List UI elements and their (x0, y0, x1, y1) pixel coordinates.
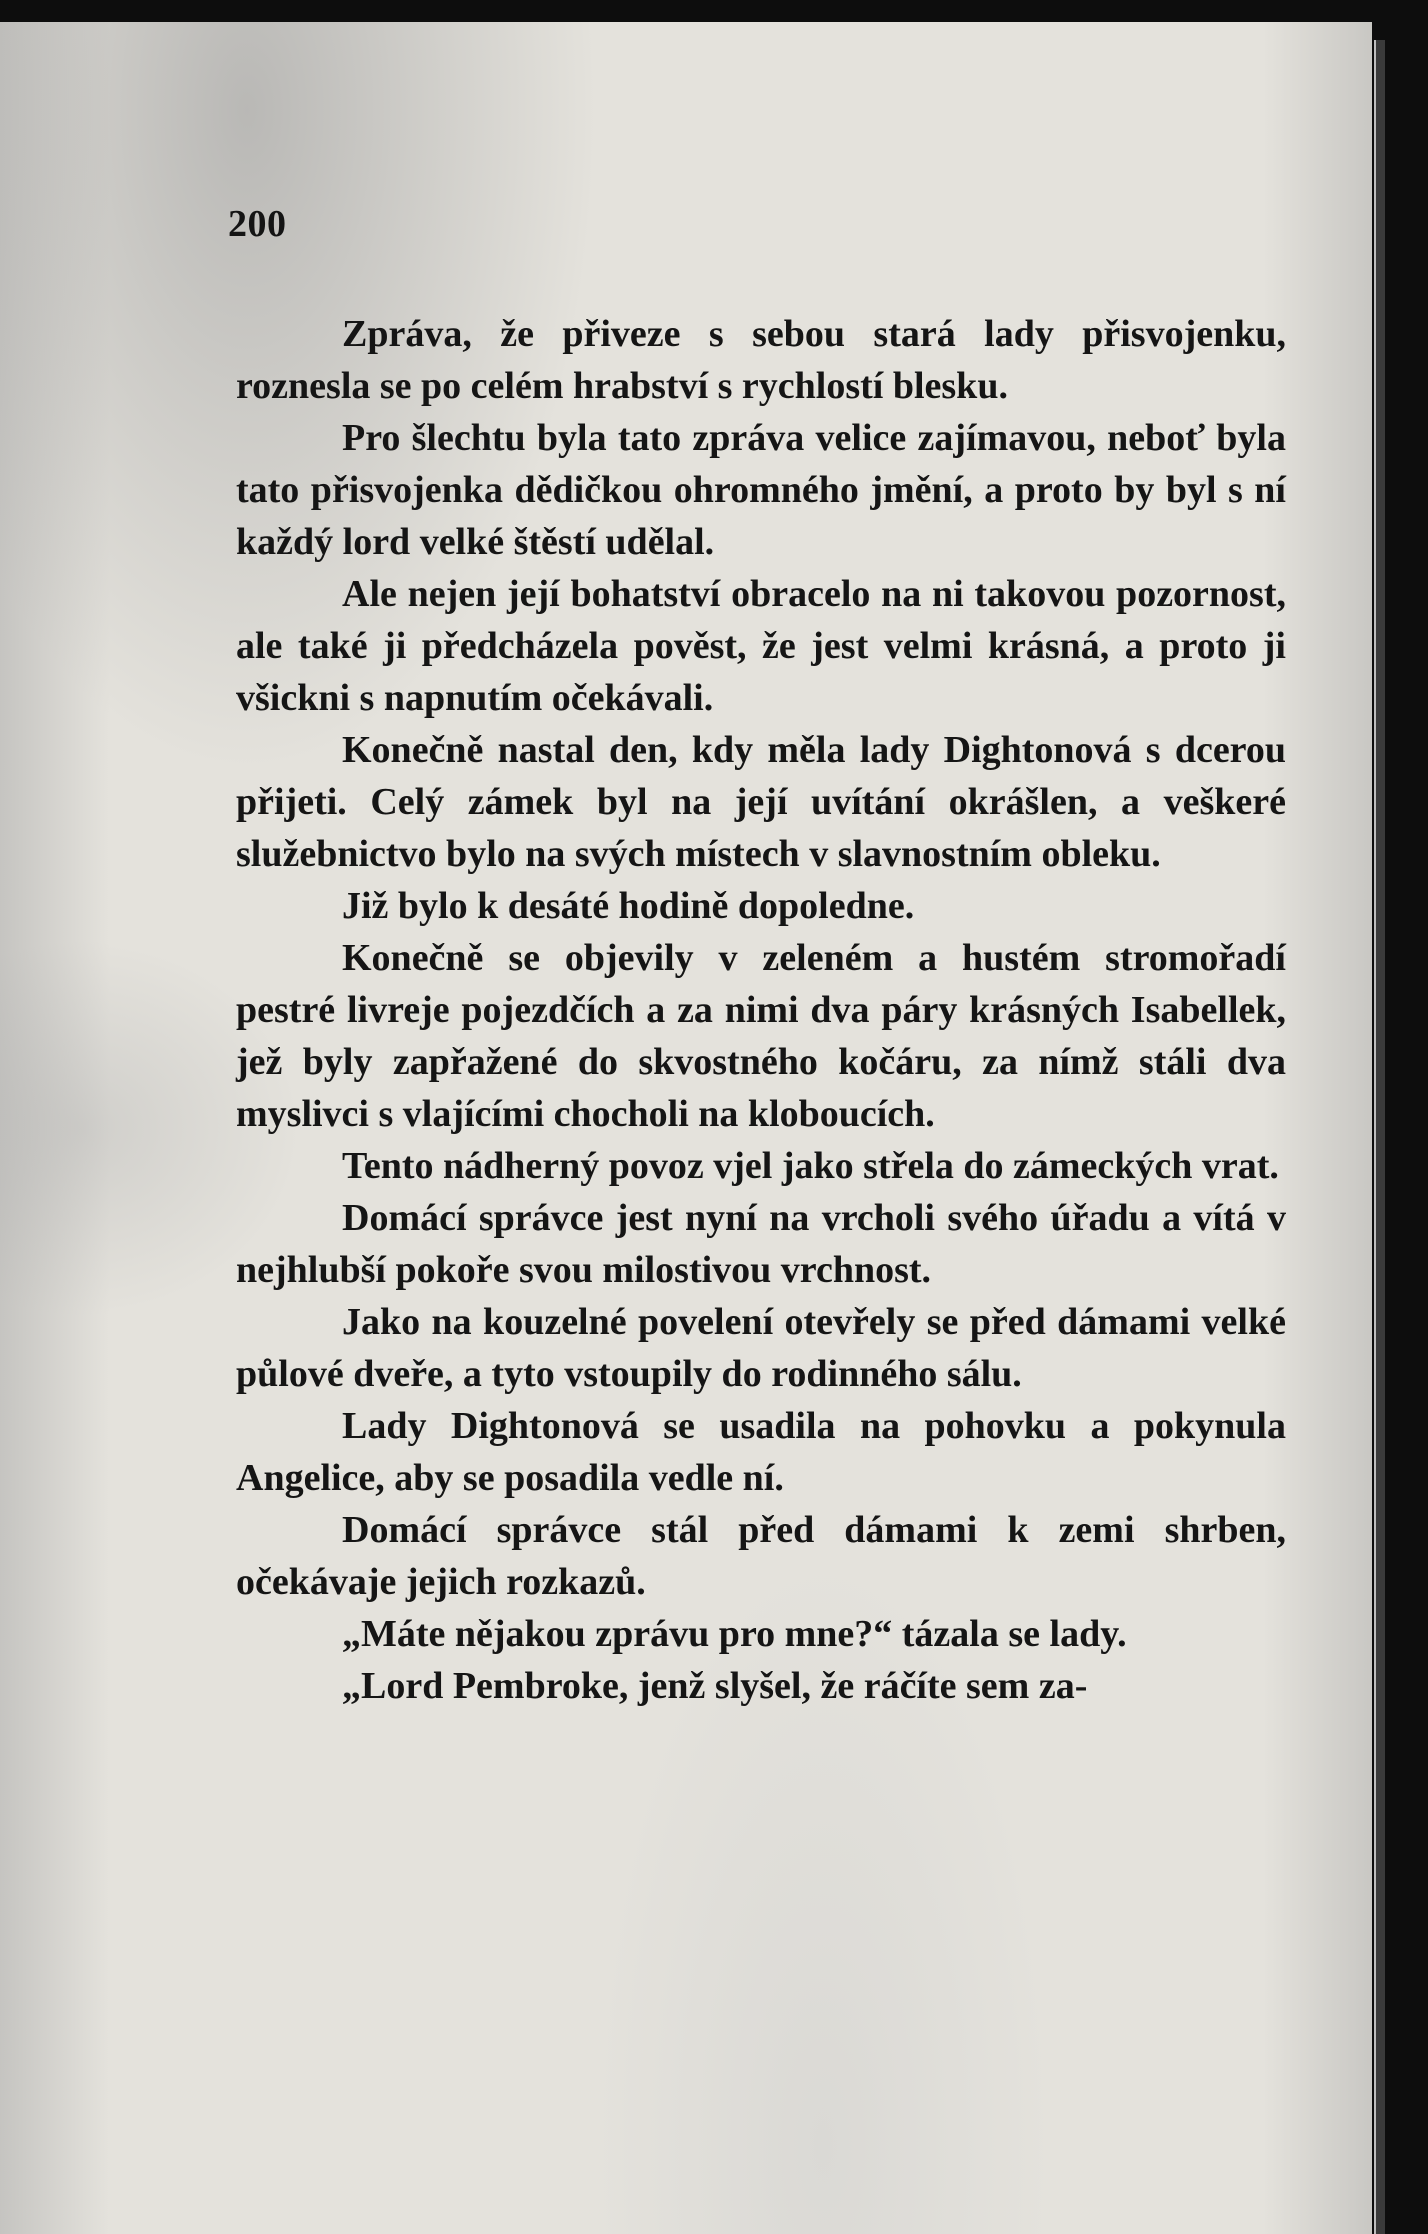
paragraph: Jako na kouzelné povelení otevřely se před dámami velké půlové dveře, a tyto vstoupily do rodinného sálu. (236, 1301, 1286, 1395)
paragraph: „Lord Pembroke, jenž slyšel, že ráčíte sem za- (342, 1665, 1088, 1707)
paragraph: Tento nádherný povoz vjel jako střela do zámeckých vrat. (342, 1145, 1279, 1187)
paragraph: Konečně se objevily v zeleném a hustém stromořadí pestré livreje pojezdčích a za nimi dva páry krásných Isabellek, jež byly zapřažené do skvostného kočáru, za nímž stáli dva myslivci s vlajícími chocholi na kloboucích. (236, 937, 1286, 1135)
page-body-text (236, 308, 1286, 1712)
paragraph: Pro šlechtu byla tato zpráva velice zajímavou, neboť byla tato přisvojenka dědičkou ohromného jmění, a proto by byl s ní každý lord velké štěstí udělal. (236, 417, 1286, 563)
paragraph: Domácí správce stál před dámami k zemi shrben, očekávaje jejich rozkazů. (236, 1509, 1286, 1603)
book-binding-edge (1374, 40, 1385, 2234)
paragraph: „Máte nějakou zprávu pro mne?“ tázala se lady. (342, 1613, 1127, 1655)
paragraph: Zpráva, že přiveze s sebou stará lady přisvojenku, roznesla se po celém hrabství s rychlostí blesku. (236, 313, 1286, 407)
paragraph: Lady Dightonová se usadila na pohovku a pokynula Angelice, aby se posadila vedle ní. (236, 1405, 1286, 1499)
paragraph: Ale nejen její bohatství obracelo na ni takovou pozornost, ale také ji předcházela pověst, že jest velmi krásná, a proto ji všickni s napnutím očekávali. (236, 573, 1286, 719)
paragraph: Konečně nastal den, kdy měla lady Dightonová s dcerou přijeti. Celý zámek byl na její uvítání okrášlen, a veškeré služebnictvo bylo na svých místech v slavnostním obleku. (236, 729, 1286, 875)
paragraph: Již bylo k desáté hodině dopoledne. (342, 885, 915, 927)
paragraph: Domácí správce jest nyní na vrcholi svého úřadu a vítá v nejhlubší pokoře svou milostivou vrchnost. (236, 1197, 1286, 1291)
page-number: 200 (228, 203, 287, 245)
